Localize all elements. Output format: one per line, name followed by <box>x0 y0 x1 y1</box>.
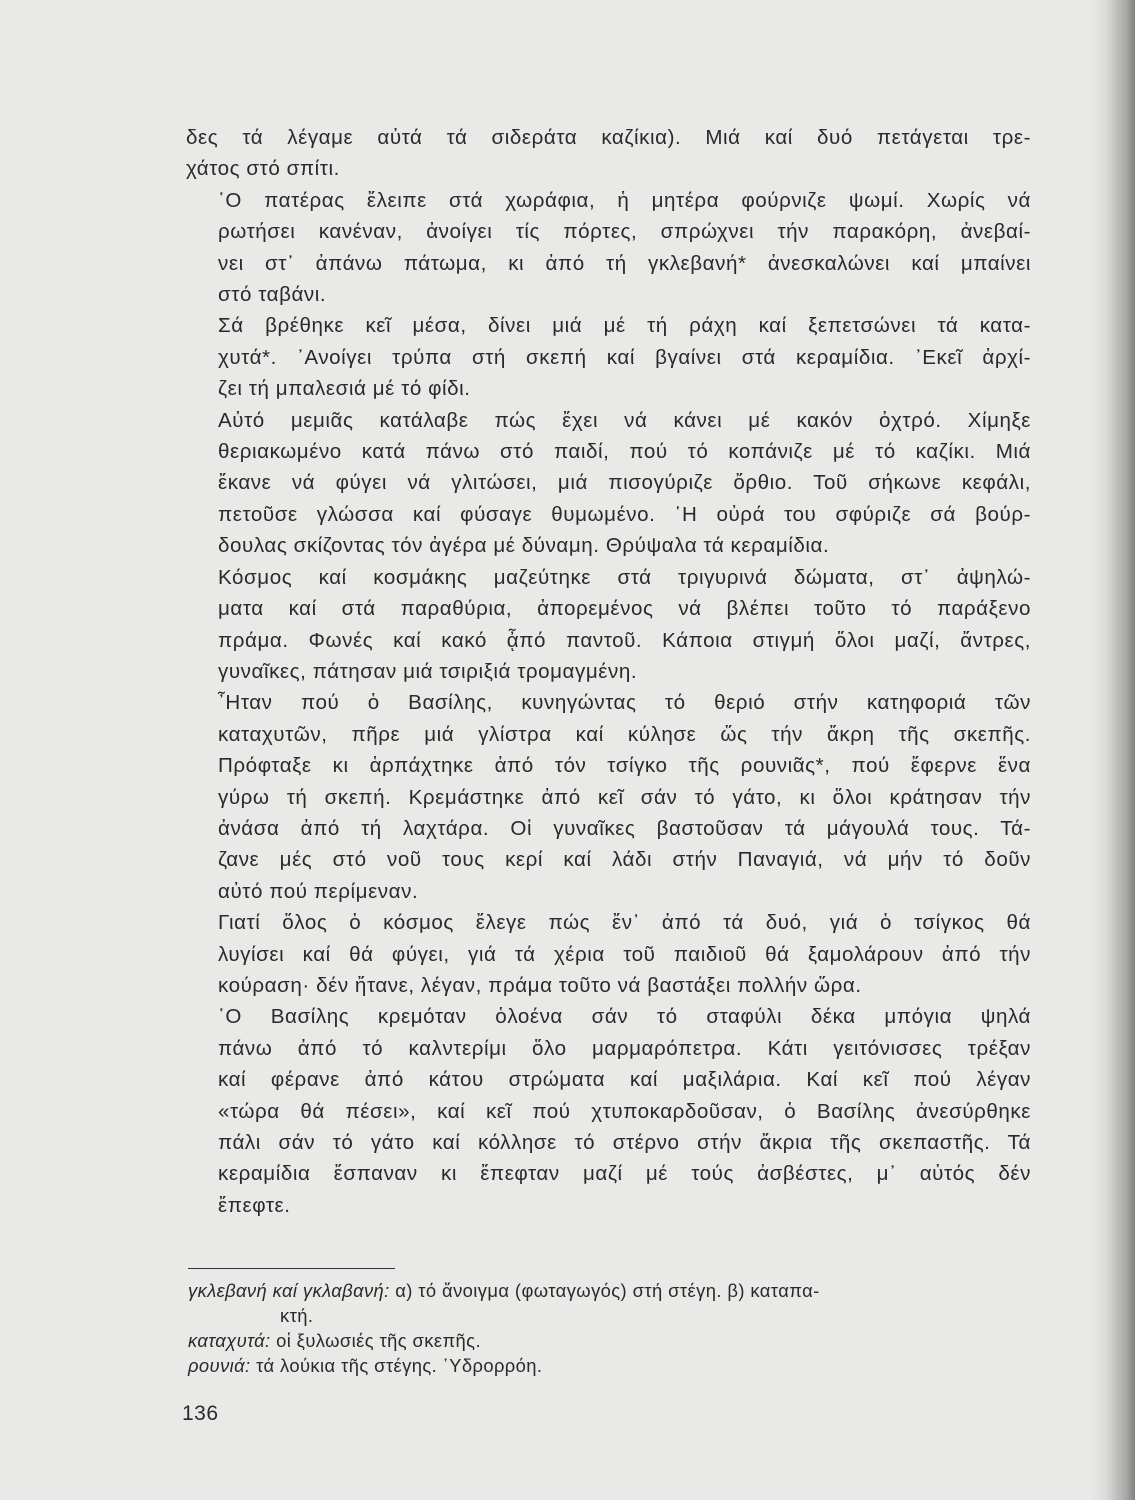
paragraph <box>186 310 1031 404</box>
text-line: Σά βρέθηκε κεῖ μέσα, δίνει μιά μέ τή ράχη καί ξεπετσώνει τά κατα- <box>218 314 1031 338</box>
text-line: χυτά*. ᾽Ανοίγει τρύπα στή σκεπή καί βγαίνει στά κεραμίδια. ᾽Εκεῖ ἀρχί- <box>218 345 1031 369</box>
text-line: ῏Ηταν πού ὁ Βασίλης, κυνηγώντας τό θεριό στήν κατηφοριά τῶν <box>218 691 1031 715</box>
text-line: γυναῖκες, πάτησαν μιά τσιριξιά τρομαγμένη. <box>218 659 638 683</box>
footnote-text: τά λούκια τῆς στέγης. ῾Υδρορρόη. <box>256 1355 543 1376</box>
text-line: ἔπεφτε. <box>218 1193 291 1217</box>
text-line: κεραμίδια ἔσπαναν κι ἔπεφταν μαζί μέ τούς ἀσβέστες, μ᾽ αὐτός δέν <box>218 1162 1031 1186</box>
text-line: πάνω ἀπό τό καλντερίμι ὅλο μαρμαρόπετρα. Κάτι γειτόνισσες τρέξαν <box>218 1036 1031 1060</box>
text-line: Πρόφταξε κι ἁρπάχτηκε ἀπό τόν τσίγκο τῆς ρουνιᾶς*, πού ἔφερνε ἕνα <box>218 754 1031 778</box>
footnote-term: γκλεβανή καί γκλαβανή: <box>188 1280 390 1301</box>
text-line: ἔκανε νά φύγει νά γλιτώσει, μιά πισογύριζε ὄρθιο. Τοῦ σήκωνε κεφάλι, <box>218 471 1031 495</box>
text-line: πετοῦσε γλώσσα καί φύσαγε θυμωμένο. ῾Η οὐρά του σφύριζε σά βούρ- <box>218 502 1031 526</box>
text-line: ἀνάσα ἀπό τή λαχτάρα. Οἱ γυναῖκες βαστοῦσαν τά μάγουλά τους. Τά- <box>218 816 1031 840</box>
main-text <box>186 122 1031 1221</box>
footnote-text: α) τό ἄνοιγμα (φωταγωγός) στή στέγη. β) καταπα- <box>395 1280 820 1301</box>
footnote-term: ρουνιά: <box>188 1355 251 1376</box>
footnote-divider <box>188 1268 395 1269</box>
paragraph <box>186 122 1031 185</box>
paragraph <box>186 562 1031 688</box>
paragraph <box>186 907 1031 1001</box>
footnote <box>188 1278 1033 1328</box>
paragraph <box>186 687 1031 907</box>
text-line: δες τά λέγαμε αὐτά τά σιδεράτα καζίκια). Μιά καί δυό πετάγεται τρε- <box>186 126 1031 149</box>
text-line: θεριακωμένο κατά πάνω στό παιδί, πού τό κοπάνιζε μέ τό καζίκι. Μιά <box>218 440 1031 464</box>
text-line: Κόσμος καί κοσμάκης μαζεύτηκε στά τριγυρινά δώματα, στ᾽ ἀψηλώ- <box>218 565 1031 589</box>
page-edge-shadow <box>1090 0 1135 1500</box>
page-number: 136 <box>182 1402 219 1425</box>
text-line: ρωτήσει κανέναν, ἀνοίγει τίς πόρτες, σπρώχνει τήν παρακόρη, ἀνεβαί- <box>218 220 1031 244</box>
text-line: χάτος στό σπίτι. <box>186 157 340 181</box>
paragraph <box>186 405 1031 562</box>
text-line: Γιατί ὅλος ὁ κόσμος ἔλεγε πώς ἔν᾽ ἀπό τά δυό, γιά ὁ τσίγκος θά <box>218 911 1031 935</box>
paragraph <box>186 1001 1031 1221</box>
text-line: ματα καί στά παραθύρια, ἀπορεμένος νά βλέπει τοῦτο τό παράξενο <box>218 597 1031 621</box>
footnote <box>188 1353 1033 1378</box>
text-line: καταχυτῶν, πῆρε μιά γλίστρα καί κύλησε ὥς τήν ἄκρη τῆς σκεπῆς. <box>218 722 1031 746</box>
footnote <box>188 1328 1033 1353</box>
text-line: ζει τή μπαλεσιά μέ τό φίδι. <box>218 377 471 401</box>
text-line: «τώρα θά πέσει», καί κεῖ πού χτυποκαρδοῦσαν, ὁ Βασίλης ἀνεσύρθηκε <box>218 1099 1031 1123</box>
paragraph <box>186 185 1031 311</box>
text-line: πάλι σάν τό γάτο καί κόλλησε τό στέρνο στήν ἄκρια τῆς σκεπαστῆς. Τά <box>218 1131 1031 1154</box>
footnotes <box>188 1278 1033 1378</box>
text-line: ῾Ο πατέρας ἔλειπε στά χωράφια, ἡ μητέρα φούρνιζε ψωμί. Χωρίς νά <box>218 188 1031 212</box>
text-line: καί φέρανε ἀπό κάτου στρώματα καί μαξιλάρια. Καί κεῖ πού λέγαν <box>218 1068 1031 1092</box>
text-line: δουλας σκίζοντας τόν ἀγέρα μέ δύναμη. Θρύψαλα τά κεραμίδια. <box>218 534 830 558</box>
text-line: γύρω τή σκεπή. Κρεμάστηκε ἀπό κεῖ σάν τό γάτο, κι ὅλοι κράτησαν τήν <box>218 785 1031 809</box>
text-line: Αὐτό μεμιᾶς κατάλαβε πώς ἔχει νά κάνει μέ κακόν ὀχτρό. Χίμηξε <box>218 408 1031 432</box>
text-line: κούραση· δέν ἤτανε, λέγαν, πράμα τοῦτο νά βαστάξει πολλήν ὥρα. <box>218 973 862 997</box>
footnote-text: οἱ ξυλωσιές τῆς σκεπῆς. <box>276 1330 481 1351</box>
text-line: ζανε μές στό νοῦ τους κερί καί λάδι στήν Παναγιά, νά μήν τό δοῦν <box>218 848 1031 872</box>
text-line: ῾Ο Βασίλης κρεμόταν ὁλοένα σάν τό σταφύλι δέκα μπόγια ψηλά <box>218 1005 1031 1029</box>
footnote-term: καταχυτά: <box>188 1330 271 1351</box>
footnote-continuation: κτή. <box>280 1305 314 1326</box>
text-line: νει στ᾽ ἀπάνω πάτωμα, κι ἀπό τή γκλεβανή* ἀνεσκαλώνει καί μπαίνει <box>218 251 1031 275</box>
text-line: πράμα. Φωνές καί κακό ᾆπό παντοῦ. Κάποια στιγμή ὅλοι μαζί, ἄντρες, <box>218 628 1031 652</box>
text-line: λυγίσει καί θά φύγει, γιά τά χέρια τοῦ παιδιοῦ θά ξαμολάρουν ἀπό τήν <box>218 942 1031 966</box>
text-line: στό ταβάνι. <box>218 283 327 307</box>
text-line: αὐτό πού περίμεναν. <box>218 879 419 903</box>
